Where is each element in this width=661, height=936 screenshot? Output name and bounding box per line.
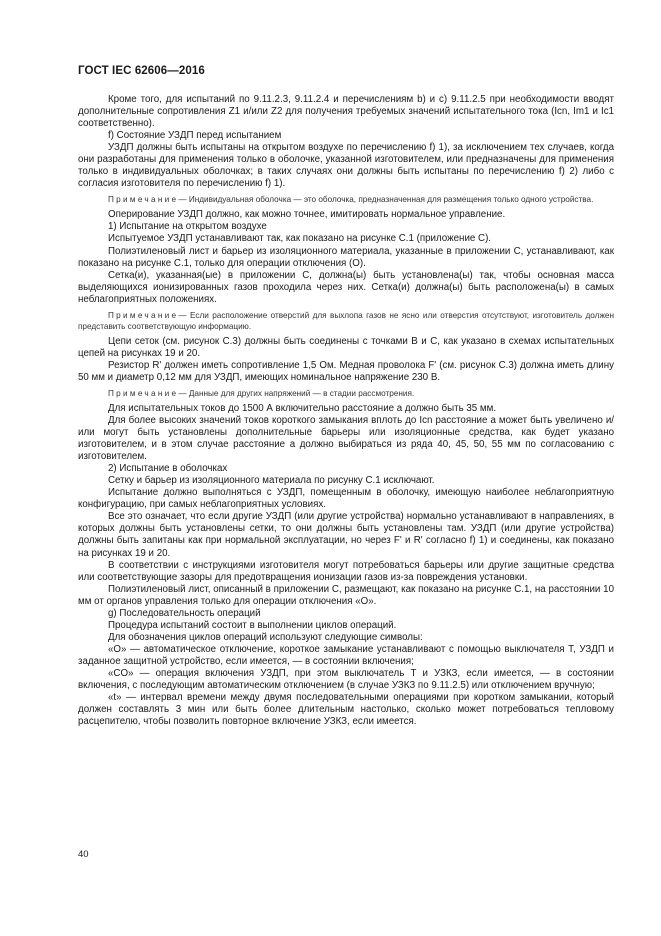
body-paragraph: Для более высоких значений токов короткого замыкания вплоть до Icn расстояние a может быть увеличено и/или могут быть установлены дополнительные барьеры или изоляционные средства, как будет указано изготовителем, и в этом случае расстояние a должно выбираться из ряда 40, 45, 50, 55 мм по согласованию с изготовителем. [78, 414, 614, 463]
body-paragraph: УЗДП должны быть испытаны на открытом воздухе по перечислению f) 1), за исключением тех случаев, когда они разработаны для применения только в оболочке, указанной изготовителем, или предназначены для применения только в индивидуальных оболочках; в таких случаях они должны быть испытаны по перечислению f) 2) либо с согласия изготовителя по перечислению f) 1). [78, 142, 614, 190]
body-paragraph: g) Последовательность операций [108, 607, 261, 619]
standard-header: ГОСТ IEC 62606—2016 [78, 65, 205, 77]
body-paragraph: «t» — интервал времени между двумя последовательными операциями при коротком замыкании, который должен составлять 3 мин или быть более длительным настолько, сколько может потребоваться тепловому расцепителю, чтобы позволить повторное включение УЗКЗ, если имеется. [78, 692, 614, 728]
body-paragraph: Испытуемое УЗДП устанавливают так, как показано на рисунке С.1 (приложение С). [108, 233, 492, 245]
body-paragraph: Цепи сеток (см. рисунок С.3) должны быть соединены с точками B и C, как указано в схемах испытательных цепей на рисунках 19 и 20. [78, 335, 614, 359]
note-text: — Индивидуальная оболочка — это оболочка, предназначенная для размещения только одного устройства. [178, 195, 594, 205]
body-paragraph: Резистор R' должен иметь сопротивление 1,5 Ом. Медная проволока F' (см. рисунок С.3) должна иметь длину 50 мм и диаметр 0,12 мм для УЗДП, имеющих номинальное напряжение 230 В. [78, 359, 614, 383]
body-paragraph: Сетку и барьер из изоляционного материала по рисунку С.1 исключают. [108, 475, 435, 487]
note-label: Примечание [108, 310, 179, 320]
body-paragraph: Для испытательных токов до 1500 А включительно расстояние a должно быть 35 мм. [108, 402, 497, 414]
note-paragraph [78, 194, 614, 205]
page-number: 40 [78, 849, 89, 860]
body-paragraph: В соответствии с инструкциями изготовителя могут потребоваться барьеры или другие защитные средства или соответствующие зазоры для предотвращения ионизации газов из-за повреждения установки. [78, 559, 614, 583]
body-paragraph: Процедура испытаний состоит в выполнении циклов операций. [108, 619, 397, 631]
body-paragraph: Сетка(и), указанная(ые) в приложении С, должна(ы) быть установлена(ы) так, чтобы основная масса выделяющихся ионизированных газов проходила через них. Сетка(и) должна(ы) быть расположена(ы) в самых неблагоприятных положениях. [78, 269, 614, 305]
note-text: — Данные для других напряжений — в стадии рассмотрения. [178, 388, 415, 398]
note-label: Примечание [108, 388, 179, 398]
note-paragraph [78, 388, 614, 399]
body-paragraph: Испытание должно выполняться с УЗДП, помещенным в оболочку, имеющую наиболее неблагоприятную конфигурацию, при самых неблагоприятных условиях. [78, 487, 614, 511]
body-paragraph: Полиэтиленовый лист и барьер из изоляционного материала, указанные в приложении С, устанавливают, как показано на рисунке С.1, только для операции отключения (О). [78, 245, 614, 269]
document-body [78, 94, 614, 728]
body-paragraph: «CO» — операция включения УЗДП, при этом выключатель T и УЗКЗ, если имеется, — в состоянии включения, с последующим автоматическим отключением (в случае УЗКЗ по 9.11.2.5) или отключением вручную; [78, 667, 614, 692]
body-paragraph: Все это означает, что если другие УЗДП (или другие устройства) нормально устанавливают в направлениях, в которых должны быть установлены сетки, то они должны быть установлены там. УЗДП (или другие устройства) должны быть запитаны как при нормальной эксплуатации, но через F' и R' согласно f) 1) и соединены, как показано на рисунках 19 и 20. [78, 511, 614, 559]
note-text: — Если расположение отверстий для выхлопа газов не ясно или отверстия отсутствуют, изготовитель должен представить соответствующую информацию. [78, 310, 614, 331]
body-paragraph: Кроме того, для испытаний по 9.11.2.3, 9.11.2.4 и перечислениям b) и c) 9.11.2.5 при необходимости вводят дополнительные сопротивления Z1 и/или Z2 для получения требуемых значений испытательного тока (Icn, Im1 и Ic1 соответственно). [78, 94, 614, 130]
note-label: Примечание [108, 195, 179, 205]
body-paragraph: Оперирование УЗДП должно, как можно точнее, имитировать нормальное управление. [108, 209, 506, 221]
body-paragraph: Для обозначения циклов операций используют следующие символы: [108, 631, 423, 643]
body-paragraph: 2) Испытание в оболочках [108, 463, 228, 475]
body-paragraph: 1) Испытание на открытом воздухе [108, 221, 267, 233]
body-paragraph: Полиэтиленовый лист, описанный в приложении С, размещают, как показано на рисунке С.1, на расстоянии 10 мм от органов управления только для операции отключения «О». [78, 583, 614, 607]
body-paragraph: «O» — автоматическое отключение, короткое замыкание устанавливают с помощью выключателя T, УЗДП и заданное защитной устройство, если имеется, — в состоянии включения; [78, 643, 614, 667]
note-paragraph [78, 310, 614, 332]
body-paragraph: f) Состояние УЗДП перед испытанием [108, 130, 282, 142]
